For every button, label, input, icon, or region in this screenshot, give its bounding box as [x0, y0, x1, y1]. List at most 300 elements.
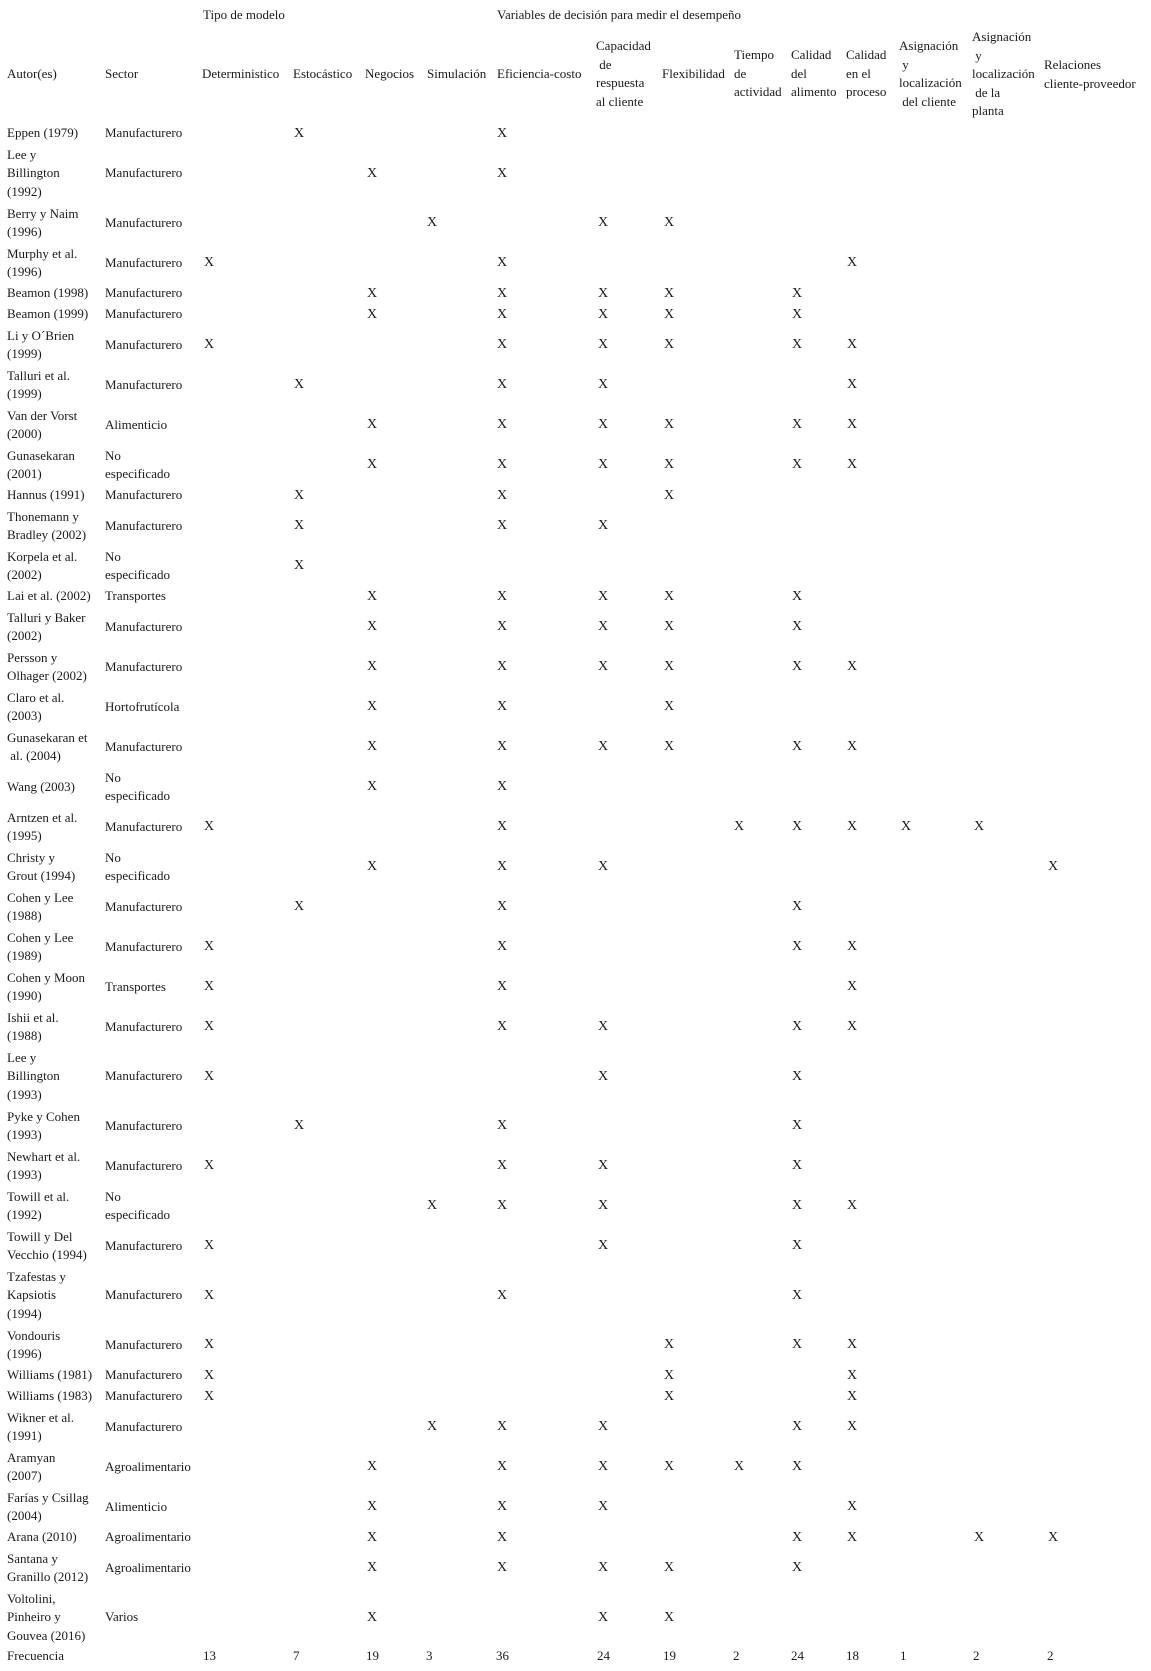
sector-cell: Agroalimentario — [105, 1529, 191, 1545]
author-cell: Ishii et al. (1988) — [7, 1009, 59, 1043]
mark-cap: X — [597, 1560, 609, 1575]
mark-neg: X — [366, 588, 378, 604]
column-header-flx: Flexibilidad — [662, 66, 725, 81]
mark-cap: X — [597, 859, 609, 874]
sector-cell: Manufacturero — [105, 306, 183, 322]
column-header-apl: Asignación y localización de la planta — [972, 29, 1035, 118]
sector-cell: Manufacturero — [105, 938, 183, 954]
mark-efi: X — [496, 1560, 508, 1575]
column-header-neg: Negocios — [365, 66, 415, 81]
table-row — [0, 1386, 1151, 1407]
sector-cell: Manufacturero — [105, 254, 183, 270]
mark-cal: X — [791, 1068, 803, 1084]
mark-det: X — [203, 979, 215, 994]
mark-flx: X — [663, 1337, 675, 1352]
mark-rel: X — [1047, 1529, 1059, 1545]
mark-flx: X — [663, 1459, 675, 1474]
mark-cap: X — [597, 337, 609, 352]
author-cell: Voltolini, Pinheiro y Gouvea (2016) — [7, 1590, 86, 1643]
mark-cpr: X — [846, 739, 858, 754]
sector-cell: Manufacturero — [105, 738, 183, 754]
sector-cell: Manufacturero — [105, 517, 183, 533]
mark-cal: X — [791, 1529, 803, 1545]
author-cell: Cohen y Lee (1988) — [7, 889, 74, 923]
mark-det: X — [203, 1019, 215, 1034]
mark-efi: X — [496, 255, 508, 270]
mark-cap: X — [597, 377, 609, 392]
mark-flx: X — [663, 1609, 675, 1625]
table-row — [0, 325, 1151, 365]
mark-neg: X — [366, 779, 378, 794]
mark-cal: X — [791, 457, 803, 472]
column-header-cap: Capacidad de respuesta al cliente — [596, 38, 651, 109]
author-cell: Arana (2010) — [7, 1529, 77, 1545]
author-cell: Santana y Granillo (2012) — [7, 1550, 89, 1584]
table-row — [0, 807, 1151, 847]
sector-cell: Manufacturero — [105, 1287, 183, 1303]
column-header-efi: Eficiencia-costo — [497, 66, 582, 81]
mark-cpr: X — [846, 1419, 858, 1434]
table-row — [0, 887, 1151, 927]
mark-cal: X — [791, 1118, 803, 1133]
mark-cap: X — [597, 1198, 609, 1213]
frequency-cpr: 18 — [846, 1648, 859, 1663]
sector-cell: Manufacturero — [105, 125, 183, 141]
sector-cell: Manufacturero — [105, 1367, 183, 1383]
table-row — [0, 847, 1151, 887]
sector-cell: Agroalimentario — [105, 1559, 191, 1575]
mark-det: X — [203, 255, 215, 270]
group-header-decision-variables: Variables de decisión para medir el desempeño — [497, 7, 742, 22]
table-row — [0, 1487, 1151, 1527]
sector-cell: No especificado — [105, 849, 170, 883]
mark-est: X — [293, 125, 305, 141]
mark-cap: X — [597, 1499, 609, 1514]
mark-cal: X — [791, 306, 803, 322]
sector-cell: Manufacturero — [105, 336, 183, 352]
author-cell: Cohen y Lee (1989) — [7, 929, 74, 963]
author-cell: Van der Vorst (2000) — [7, 407, 78, 441]
frequency-efi: 36 — [496, 1648, 509, 1663]
author-cell: Williams (1983) — [7, 1388, 93, 1404]
mark-est: X — [293, 487, 305, 503]
table-row — [0, 1047, 1151, 1106]
table-row — [0, 647, 1151, 687]
sector-cell: No especificado — [105, 447, 170, 481]
table-row — [0, 1226, 1151, 1266]
author-cell: Thonemann y Bradley (2002) — [7, 508, 87, 542]
mark-flx: X — [663, 659, 675, 674]
sector-cell: Manufacturero — [105, 1336, 183, 1352]
sector-cell: Manufacturero — [105, 1068, 183, 1084]
column-header-sim: Simulación — [427, 66, 487, 81]
mark-det: X — [203, 1158, 215, 1173]
mark-sim: X — [426, 1198, 438, 1213]
mark-cap: X — [597, 1238, 609, 1253]
mark-flx: X — [663, 699, 675, 714]
author-cell: Murphy et al. (1996) — [7, 245, 78, 279]
mark-cpr: X — [846, 1388, 858, 1404]
mark-flx: X — [663, 215, 675, 230]
frequency-neg: 19 — [366, 1648, 379, 1663]
mark-efi: X — [496, 1019, 508, 1034]
mark-cpr: X — [846, 337, 858, 352]
sector-cell: Alimenticio — [105, 1498, 168, 1514]
sector-cell: Agroalimentario — [105, 1458, 191, 1474]
mark-tie: X — [733, 819, 745, 834]
table-row — [0, 506, 1151, 546]
mark-cal: X — [791, 1459, 803, 1474]
table-row — [0, 586, 1151, 607]
sector-cell: Manufacturero — [105, 1117, 183, 1133]
mark-est: X — [293, 1118, 305, 1133]
mark-tie: X — [733, 1459, 745, 1474]
mark-neg: X — [366, 699, 378, 714]
mark-cal: X — [791, 1158, 803, 1173]
author-cell: Gunasekaran (2001) — [7, 447, 75, 481]
table-row — [0, 1266, 1151, 1325]
mark-apl: X — [973, 819, 985, 834]
sector-cell: Manufacturero — [105, 1418, 183, 1434]
mark-efi: X — [496, 1287, 508, 1303]
mark-flx: X — [663, 457, 675, 472]
mark-flx: X — [663, 337, 675, 352]
mark-apl: X — [973, 1529, 985, 1545]
mark-neg: X — [366, 417, 378, 432]
mark-cap: X — [597, 1609, 609, 1625]
mark-flx: X — [663, 619, 675, 634]
sector-cell: Manufacturero — [105, 618, 183, 634]
mark-efi: X — [496, 739, 508, 754]
author-cell: Arntzen et al. (1995) — [7, 809, 78, 843]
group-header-model-type: Tipo de modelo — [203, 7, 285, 22]
author-cell: Eppen (1979) — [7, 125, 79, 141]
column-header-tie: Tiempo de actividad — [734, 47, 782, 99]
sector-cell: Hortofrutícola — [105, 698, 180, 714]
mark-cal: X — [791, 899, 803, 914]
frequency-rel: 2 — [1047, 1648, 1054, 1663]
frequency-tie: 2 — [733, 1648, 740, 1663]
author-cell: Beamon (1998) — [7, 285, 89, 301]
mark-efi: X — [496, 1198, 508, 1213]
frequency-cal: 24 — [791, 1648, 804, 1663]
mark-efi: X — [496, 125, 508, 141]
mark-cap: X — [597, 659, 609, 674]
author-cell: Claro et al. (2003) — [7, 689, 65, 723]
mark-neg: X — [366, 659, 378, 674]
table-row — [0, 144, 1151, 203]
mark-cal: X — [791, 1238, 803, 1253]
mark-efi: X — [496, 819, 508, 834]
mark-est: X — [293, 558, 305, 573]
author-cell: Hannus (1991) — [7, 487, 85, 503]
table-row — [0, 365, 1151, 405]
mark-efi: X — [496, 659, 508, 674]
mark-flx: X — [663, 487, 675, 503]
author-cell: Farías y Csillag (2004) — [7, 1489, 89, 1523]
mark-flx: X — [663, 1560, 675, 1575]
mark-efi: X — [496, 518, 508, 533]
mark-efi: X — [496, 306, 508, 322]
column-header-cpr: Calidad en el proceso — [846, 47, 887, 99]
mark-neg: X — [366, 1499, 378, 1514]
mark-efi: X — [496, 1419, 508, 1434]
frequency-est: 7 — [293, 1648, 300, 1663]
mark-cal: X — [791, 1287, 803, 1303]
table-row — [0, 485, 1151, 506]
column-header-cal: Calidad del alimento — [791, 47, 837, 99]
mark-neg: X — [366, 1459, 378, 1474]
table-row — [0, 1548, 1151, 1588]
mark-det: X — [203, 1337, 215, 1352]
author-cell: Cohen y Moon (1990) — [7, 969, 85, 1003]
table-row — [0, 1106, 1151, 1146]
column-header-acl: Asignación y localización del cliente — [899, 38, 962, 109]
mark-cap: X — [597, 1419, 609, 1434]
table-row — [0, 1186, 1151, 1226]
mark-cpr: X — [846, 255, 858, 270]
author-cell: Gunasekaran et al. (2004) — [7, 729, 88, 763]
sector-cell: No especificado — [105, 769, 170, 803]
mark-cpr: X — [846, 417, 858, 432]
table-row — [0, 1407, 1151, 1447]
mark-cal: X — [791, 1419, 803, 1434]
sector-cell: Transportes — [105, 588, 166, 604]
mark-cap: X — [597, 306, 609, 322]
mark-neg: X — [366, 739, 378, 754]
mark-efi: X — [496, 588, 508, 604]
sector-cell: Manufacturero — [105, 487, 183, 503]
mark-est: X — [293, 518, 305, 533]
table-row — [0, 1588, 1151, 1647]
table-row — [0, 445, 1151, 485]
mark-det: X — [203, 1388, 215, 1404]
mark-cpr: X — [846, 1499, 858, 1514]
mark-flx: X — [663, 588, 675, 604]
table-row — [0, 927, 1151, 967]
mark-flx: X — [663, 1367, 675, 1383]
table-row — [0, 243, 1151, 283]
mark-cpr: X — [846, 1019, 858, 1034]
mark-cal: X — [791, 1198, 803, 1213]
table-row — [0, 1146, 1151, 1186]
mark-efi: X — [496, 1158, 508, 1173]
column-header-est: Estocástico — [293, 66, 353, 81]
mark-cap: X — [597, 1068, 609, 1084]
mark-est: X — [293, 377, 305, 392]
frequency-det: 13 — [203, 1648, 216, 1663]
mark-cal: X — [791, 819, 803, 834]
mark-cap: X — [597, 1459, 609, 1474]
mark-cal: X — [791, 588, 803, 604]
author-cell: Lee y Billington (1993) — [7, 1049, 60, 1102]
frequency-sim: 3 — [426, 1648, 433, 1663]
mark-det: X — [203, 819, 215, 834]
mark-acl: X — [900, 819, 912, 834]
mark-cal: X — [791, 1019, 803, 1034]
sector-cell: Manufacturero — [105, 214, 183, 230]
table-row — [0, 203, 1151, 243]
mark-cal: X — [791, 619, 803, 634]
table-row — [0, 123, 1151, 144]
mark-cpr: X — [846, 1367, 858, 1383]
mark-cpr: X — [846, 979, 858, 994]
author-cell: Beamon (1999) — [7, 306, 89, 322]
sector-cell: Transportes — [105, 978, 166, 994]
sector-cell: Manufacturero — [105, 376, 183, 392]
mark-efi: X — [496, 979, 508, 994]
table-row — [0, 767, 1151, 807]
mark-cap: X — [597, 588, 609, 604]
mark-cpr: X — [846, 939, 858, 954]
author-cell: Newhart et al. (1993) — [7, 1148, 81, 1182]
mark-efi: X — [496, 417, 508, 432]
mark-cap: X — [597, 518, 609, 533]
mark-cpr: X — [846, 377, 858, 392]
author-cell: Christy y Grout (1994) — [7, 849, 76, 883]
sector-cell: Manufacturero — [105, 165, 183, 181]
mark-cap: X — [597, 1019, 609, 1034]
author-cell: Li y O´Brien (1999) — [7, 327, 75, 361]
mark-cal: X — [791, 739, 803, 754]
frequency-apl: 2 — [973, 1648, 980, 1663]
sector-cell: Manufacturero — [105, 1388, 183, 1404]
mark-neg: X — [366, 306, 378, 322]
mark-neg: X — [366, 1609, 378, 1625]
frequency-flx: 19 — [663, 1648, 676, 1663]
mark-efi: X — [496, 1459, 508, 1474]
mark-det: X — [203, 939, 215, 954]
frequency-cap: 24 — [597, 1648, 610, 1663]
mark-det: X — [203, 1287, 215, 1303]
header-author: Autor(es) — [7, 66, 57, 81]
sector-cell: No especificado — [105, 1188, 170, 1222]
mark-cap: X — [597, 457, 609, 472]
sector-cell: Manufacturero — [105, 818, 183, 834]
mark-neg: X — [366, 285, 378, 301]
author-cell: Towill y Del Vecchio (1994) — [7, 1228, 87, 1262]
table-row — [0, 967, 1151, 1007]
table-row — [0, 1365, 1151, 1386]
mark-cal: X — [791, 659, 803, 674]
mark-efi: X — [496, 1118, 508, 1133]
table-row — [0, 687, 1151, 727]
table-row — [0, 607, 1151, 647]
sector-cell: Alimenticio — [105, 416, 168, 432]
header-sector: Sector — [105, 66, 139, 81]
table-row — [0, 1527, 1151, 1548]
mark-neg: X — [366, 457, 378, 472]
author-cell: Talluri et al. (1999) — [7, 367, 70, 401]
author-cell: Lai et al. (2002) — [7, 588, 91, 604]
mark-efi: X — [496, 377, 508, 392]
mark-cap: X — [597, 417, 609, 432]
mark-cap: X — [597, 619, 609, 634]
sector-cell: No especificado — [105, 548, 170, 582]
author-cell: Vondouris (1996) — [7, 1327, 61, 1361]
author-cell: Persson y Olhager (2002) — [7, 649, 87, 683]
mark-flx: X — [663, 1388, 675, 1404]
mark-flx: X — [663, 306, 675, 322]
mark-cpr: X — [846, 1529, 858, 1545]
sector-cell: Manufacturero — [105, 285, 183, 301]
mark-efi: X — [496, 939, 508, 954]
column-header-rel: Relaciones cliente-proveedor — [1044, 57, 1136, 91]
table-row — [0, 1325, 1151, 1365]
mark-efi: X — [496, 165, 508, 181]
mark-cpr: X — [846, 1198, 858, 1213]
mark-neg: X — [366, 165, 378, 181]
mark-det: X — [203, 1238, 215, 1253]
mark-flx: X — [663, 417, 675, 432]
mark-efi: X — [496, 899, 508, 914]
mark-cpr: X — [846, 819, 858, 834]
table-row — [0, 283, 1151, 304]
author-cell: Lee y Billington (1992) — [7, 146, 60, 199]
author-cell: Aramyan (2007) — [7, 1449, 56, 1483]
mark-det: X — [203, 1068, 215, 1084]
author-cell: Towill et al. (1992) — [7, 1188, 70, 1222]
mark-neg: X — [366, 619, 378, 634]
mark-cap: X — [597, 215, 609, 230]
column-header-det: Deterministico — [202, 66, 280, 81]
author-cell: Pyke y Cohen (1993) — [7, 1108, 80, 1142]
author-cell: Wang (2003) — [7, 778, 75, 794]
mark-flx: X — [663, 739, 675, 754]
author-cell: Williams (1981) — [7, 1367, 93, 1383]
mark-efi: X — [496, 699, 508, 714]
author-cell: Tzafestas y Kapsiotis (1994) — [7, 1268, 66, 1321]
table-row — [0, 546, 1151, 586]
mark-rel: X — [1047, 859, 1059, 874]
mark-neg: X — [366, 1529, 378, 1545]
mark-cal: X — [791, 337, 803, 352]
mark-efi: X — [496, 619, 508, 634]
mark-sim: X — [426, 1419, 438, 1434]
mark-cal: X — [791, 939, 803, 954]
sector-cell: Manufacturero — [105, 1157, 183, 1173]
mark-cpr: X — [846, 1337, 858, 1352]
mark-efi: X — [496, 859, 508, 874]
mark-cap: X — [597, 285, 609, 301]
mark-cal: X — [791, 285, 803, 301]
mark-cal: X — [791, 417, 803, 432]
mark-est: X — [293, 899, 305, 914]
table-row — [0, 727, 1151, 767]
mark-efi: X — [496, 457, 508, 472]
mark-cap: X — [597, 739, 609, 754]
frequency-acl: 1 — [900, 1648, 907, 1663]
table-row — [0, 1447, 1151, 1487]
mark-cpr: X — [846, 659, 858, 674]
table-row — [0, 405, 1151, 445]
author-cell: Korpela et al. (2002) — [7, 548, 78, 582]
mark-det: X — [203, 1367, 215, 1383]
mark-efi: X — [496, 1499, 508, 1514]
sector-cell: Manufacturero — [105, 1018, 183, 1034]
frequency-label: Frecuencia — [7, 1648, 65, 1663]
mark-efi: X — [496, 779, 508, 794]
table-row — [0, 304, 1151, 325]
mark-flx: X — [663, 285, 675, 301]
table-row — [0, 1007, 1151, 1047]
sector-cell: Manufacturero — [105, 658, 183, 674]
mark-efi: X — [496, 1529, 508, 1545]
mark-sim: X — [426, 215, 438, 230]
frequency-row — [0, 1646, 1151, 1666]
author-cell: Talluri y Baker (2002) — [7, 609, 86, 643]
mark-cal: X — [791, 1337, 803, 1352]
